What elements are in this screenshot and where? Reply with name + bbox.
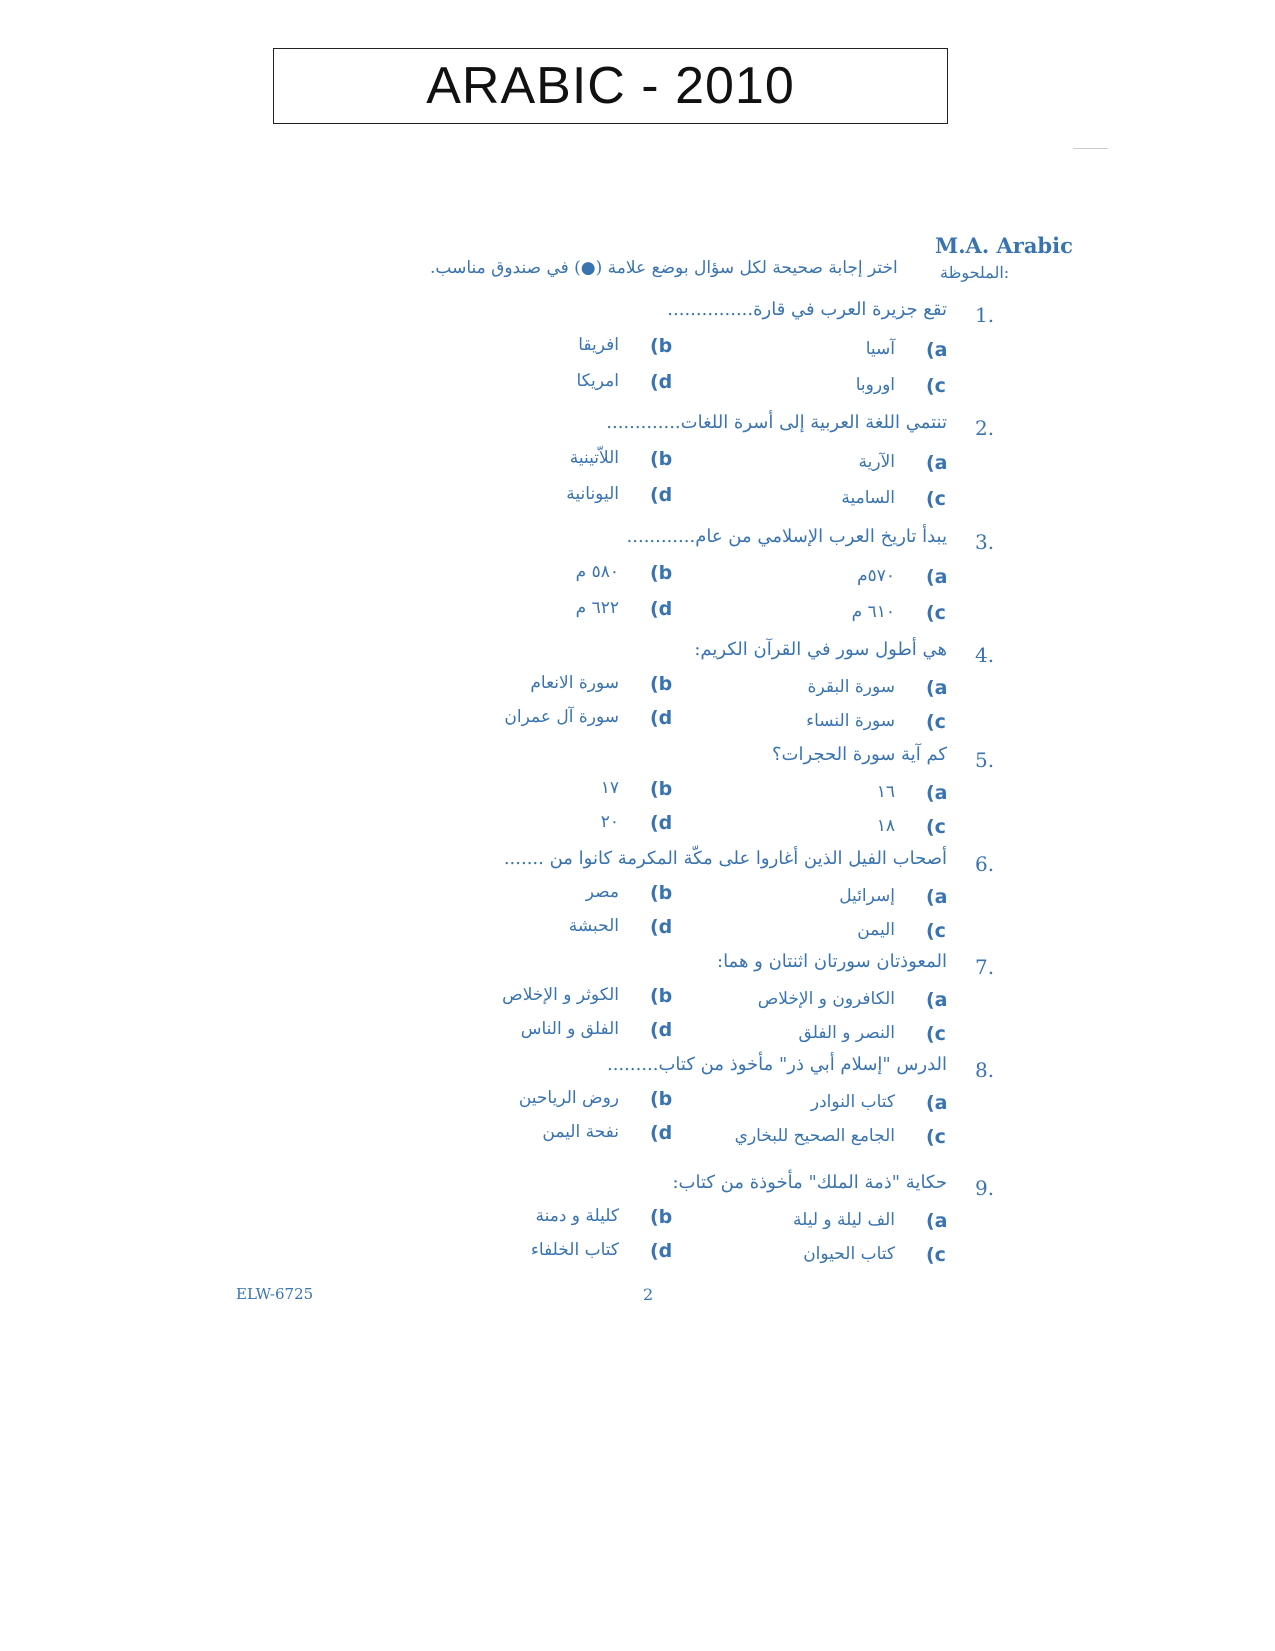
option-b: سورة الانعام bbox=[530, 673, 619, 693]
option-d: ٦٢٢ م bbox=[575, 598, 619, 618]
question-text: حكاية "ذمة الملك" مأخوذة من كتاب: bbox=[672, 1172, 947, 1193]
option-letter-a: (a bbox=[926, 1092, 948, 1114]
question-text: كم آية سورة الحجرات؟ bbox=[771, 744, 947, 765]
option-letter-d: (d bbox=[650, 812, 673, 834]
option-c: سورة النساء bbox=[806, 711, 895, 731]
option-letter-b: (b bbox=[650, 1206, 673, 1228]
option-letter-a: (a bbox=[926, 339, 948, 361]
option-b: ١٧ bbox=[600, 778, 619, 798]
exam-heading: M.A. Arabic bbox=[935, 233, 1073, 258]
option-letter-d: (d bbox=[650, 707, 673, 729]
option-b: اللاّتينية bbox=[569, 448, 619, 468]
question-text: تنتمي اللغة العربية إلى أسرة اللغات............. bbox=[606, 412, 947, 433]
option-letter-c: (c bbox=[926, 920, 946, 942]
option-c: النصر و الفلق bbox=[798, 1023, 895, 1043]
option-letter-b: (b bbox=[650, 1088, 673, 1110]
option-c: اوروبا bbox=[855, 375, 895, 395]
option-letter-c: (c bbox=[926, 1126, 946, 1148]
question-number: 6. bbox=[975, 852, 995, 876]
question-number: 4. bbox=[975, 643, 995, 667]
option-letter-b: (b bbox=[650, 673, 673, 695]
option-letter-a: (a bbox=[926, 677, 948, 699]
option-letter-d: (d bbox=[650, 916, 673, 938]
option-letter-c: (c bbox=[926, 711, 946, 733]
option-letter-a: (a bbox=[926, 1210, 948, 1232]
option-d: نفحة اليمن bbox=[542, 1122, 619, 1142]
option-b: افريقا bbox=[578, 335, 619, 355]
option-c: كتاب الحيوان bbox=[803, 1244, 895, 1264]
option-d: سورة آل عمران bbox=[504, 707, 619, 727]
option-letter-d: (d bbox=[650, 1019, 673, 1041]
option-c: ١٨ bbox=[876, 816, 895, 836]
option-letter-c: (c bbox=[926, 602, 946, 624]
option-letter-b: (b bbox=[650, 882, 673, 904]
title-box bbox=[273, 48, 948, 124]
question-text: يبدأ تاريخ العرب الإسلامي من عام............ bbox=[626, 526, 947, 547]
question-text: الدرس "إسلام أبي ذر" مأخوذ من كتاب......... bbox=[606, 1054, 947, 1075]
option-a: الآرية bbox=[858, 452, 895, 472]
option-a: ٥٧٠م bbox=[857, 566, 895, 586]
option-d: اليونانية bbox=[566, 484, 619, 504]
option-a: ١٦ bbox=[876, 782, 895, 802]
note-label: الملحوظة: bbox=[940, 263, 1010, 282]
option-letter-c: (c bbox=[926, 375, 946, 397]
paper-code: ELW-6725 bbox=[236, 1285, 314, 1303]
option-a: سورة البقرة bbox=[807, 677, 895, 697]
option-letter-d: (d bbox=[650, 598, 673, 620]
option-letter-d: (d bbox=[650, 371, 673, 393]
option-letter-a: (a bbox=[926, 886, 948, 908]
option-letter-b: (b bbox=[650, 562, 673, 584]
option-letter-d: (d bbox=[650, 1240, 673, 1262]
option-b: الكوثر و الإخلاص bbox=[502, 985, 619, 1005]
option-a: كتاب النوادر bbox=[810, 1092, 895, 1112]
option-c: ٦١٠ م bbox=[851, 602, 895, 622]
question-number: 9. bbox=[975, 1176, 995, 1200]
question-text: المعوذتان سورتان اثنتان و هما: bbox=[717, 951, 947, 972]
option-b: كليلة و دمنة bbox=[535, 1206, 619, 1226]
option-c: اليمن bbox=[857, 920, 895, 940]
option-letter-b: (b bbox=[650, 448, 673, 470]
option-letter-c: (c bbox=[926, 816, 946, 838]
option-letter-a: (a bbox=[926, 566, 948, 588]
option-b: ٥٨٠ م bbox=[575, 562, 619, 582]
question-number: 3. bbox=[975, 530, 995, 554]
option-a: الكافرون و الإخلاص bbox=[757, 989, 895, 1009]
option-a: إسرائيل bbox=[839, 886, 895, 906]
page-title: ARABIC - 2010 bbox=[426, 57, 795, 115]
option-a: آسيا bbox=[865, 339, 895, 359]
option-d: كتاب الخلفاء bbox=[530, 1240, 619, 1260]
page-number: 2 bbox=[643, 1285, 654, 1304]
option-letter-b: (b bbox=[650, 778, 673, 800]
question-number: 7. bbox=[975, 955, 995, 979]
option-a: الف ليلة و ليلة bbox=[792, 1210, 895, 1230]
option-d: الحبشة bbox=[568, 916, 619, 936]
option-d: امريكا bbox=[576, 371, 619, 391]
question-text: تقع جزيرة العرب في قارة............... bbox=[667, 299, 947, 320]
option-letter-a: (a bbox=[926, 782, 948, 804]
option-letter-c: (c bbox=[926, 1244, 946, 1266]
note-text: اختر إجابة صحيحة لكل سؤال بوضع علامة (●) في صندوق مناسب. bbox=[430, 258, 898, 278]
scan-rule bbox=[1073, 148, 1108, 149]
option-letter-b: (b bbox=[650, 985, 673, 1007]
question-text: هي أطول سور في القرآن الكريم: bbox=[694, 639, 947, 660]
option-letter-a: (a bbox=[926, 452, 948, 474]
option-d: ٢٠ bbox=[600, 812, 619, 832]
option-c: السامية bbox=[841, 488, 895, 508]
question-number: 8. bbox=[975, 1058, 995, 1082]
option-letter-d: (d bbox=[650, 484, 673, 506]
option-d: الفلق و الناس bbox=[520, 1019, 619, 1039]
option-letter-a: (a bbox=[926, 989, 948, 1011]
option-letter-b: (b bbox=[650, 335, 673, 357]
option-c: الجامع الصحيح للبخاري bbox=[734, 1126, 895, 1146]
option-letter-c: (c bbox=[926, 1023, 946, 1045]
question-number: 5. bbox=[975, 748, 995, 772]
option-b: مصر bbox=[585, 882, 619, 902]
question-text: أصحاب الفيل الذين أغاروا على مكّة المكرمة كانوا من ....... bbox=[503, 848, 947, 869]
option-b: روض الرياحين bbox=[518, 1088, 619, 1108]
question-number: 1. bbox=[975, 303, 995, 327]
question-number: 2. bbox=[975, 416, 995, 440]
option-letter-c: (c bbox=[926, 488, 946, 510]
option-letter-d: (d bbox=[650, 1122, 673, 1144]
